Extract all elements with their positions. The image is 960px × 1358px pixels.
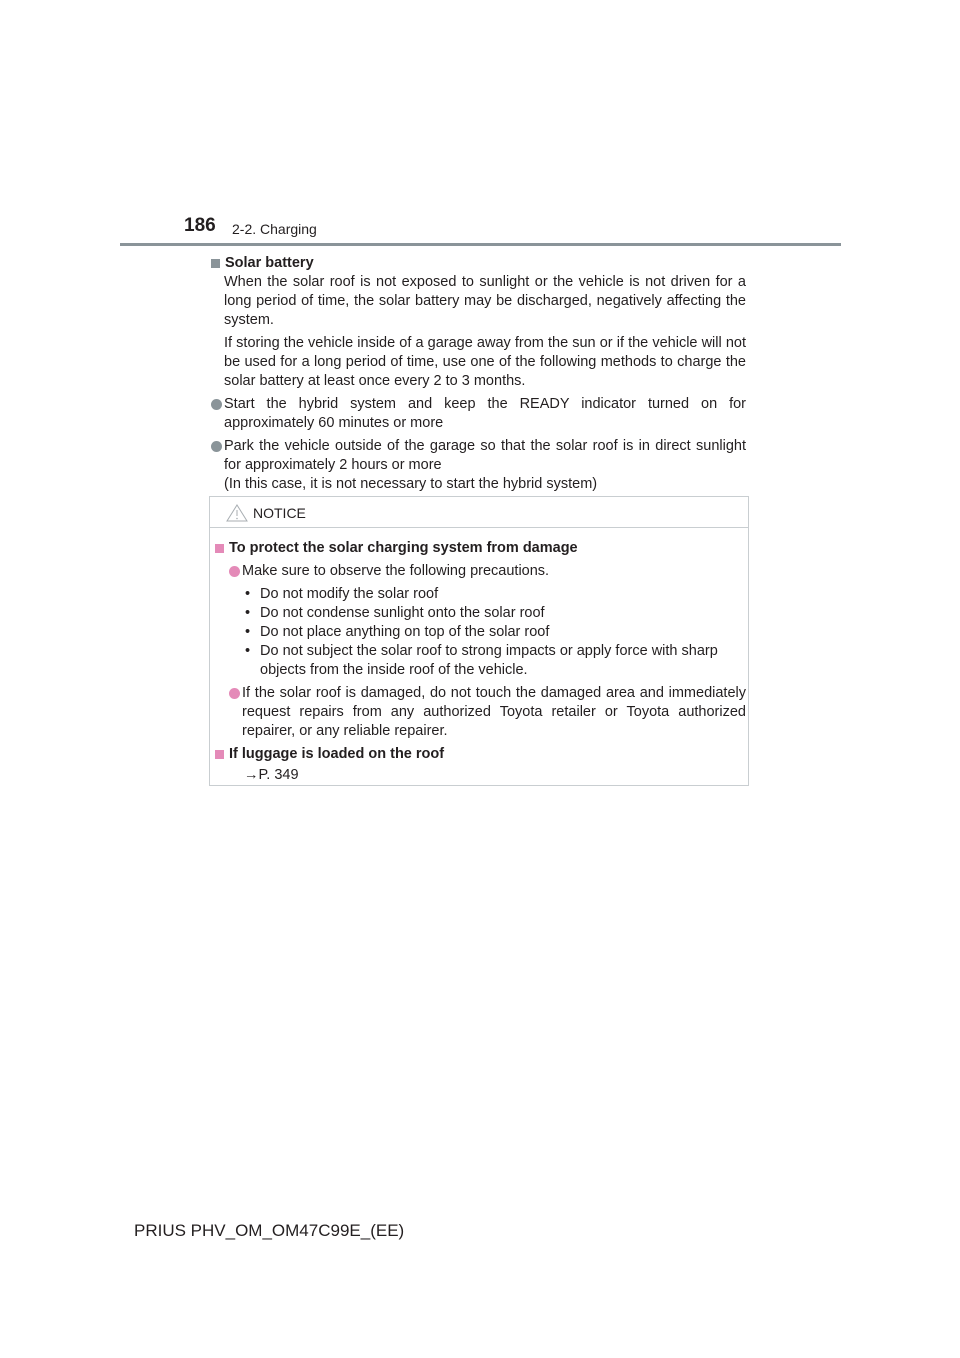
page-number: 186 bbox=[184, 215, 216, 236]
list-item-text: Start the hybrid system and keep the READY indicator turned on for approximately 60 minutes or more bbox=[224, 396, 746, 431]
list-item bbox=[210, 395, 746, 433]
page-reference-text[interactable]: P. 349 bbox=[258, 767, 299, 783]
list-item-text: Make sure to observe the following precautions. bbox=[242, 563, 550, 579]
footer-doc-id: PRIUS PHV_OM_OM47C99E_(EE) bbox=[134, 1221, 405, 1240]
page-reference[interactable] bbox=[214, 766, 746, 785]
solar-battery-heading bbox=[210, 254, 746, 273]
luggage-heading bbox=[214, 745, 746, 764]
circle-bullet-icon bbox=[211, 399, 222, 410]
precaution-item: • Do not modify the solar roof bbox=[245, 586, 439, 602]
list-item-text: If the solar roof is damaged, do not touch the damaged area and immediately request repairs from any authorized Toyota retailer or Toyota authorized repairer, or any reliable repairer. bbox=[242, 685, 746, 739]
arrow-right-icon: → bbox=[244, 767, 259, 783]
square-bullet-icon bbox=[215, 544, 224, 553]
warning-triangle-icon bbox=[226, 504, 248, 522]
precautions-list bbox=[214, 585, 746, 680]
solar-battery-section bbox=[210, 254, 746, 494]
notice-header bbox=[210, 497, 748, 528]
list-item bbox=[210, 437, 746, 494]
circle-bullet-icon bbox=[211, 441, 222, 452]
section-label: 2-2. Charging bbox=[232, 221, 317, 237]
heading-text: If luggage is loaded on the roof bbox=[229, 746, 445, 762]
circle-bullet-icon bbox=[229, 566, 240, 577]
circle-bullet-icon bbox=[229, 688, 240, 699]
precaution-item: • Do not condense sunlight onto the solar roof bbox=[245, 605, 545, 621]
notice-title: NOTICE bbox=[253, 505, 306, 521]
heading-text: Solar battery bbox=[225, 255, 314, 271]
square-bullet-icon bbox=[215, 750, 224, 759]
precaution-item: • Do not subject the solar roof to strong impacts or apply force with sharp objects from the inside roof of the vehicle. bbox=[245, 643, 718, 678]
list-item bbox=[228, 562, 746, 581]
paragraph: If storing the vehicle inside of a garage away from the sun or if the vehicle will not be used for a long period of time, use one of the following methods to charge the solar battery at least once every 2 to 3 months. bbox=[224, 335, 746, 389]
list-item-text: Park the vehicle outside of the garage so that the solar roof is in direct sunlight for approximately 2 hours or more bbox=[224, 438, 746, 473]
list-item bbox=[228, 684, 746, 741]
protect-heading bbox=[214, 539, 746, 558]
list-item-note: (In this case, it is not necessary to start the hybrid system) bbox=[224, 476, 598, 492]
heading-text: To protect the solar charging system from damage bbox=[229, 540, 578, 556]
header-rule bbox=[120, 243, 841, 246]
precaution-item: • Do not place anything on top of the solar roof bbox=[245, 624, 550, 640]
square-bullet-icon bbox=[211, 259, 220, 268]
paragraph: When the solar roof is not exposed to sunlight or the vehicle is not driven for a long period of time, the solar battery may be discharged, negatively affecting the system. bbox=[224, 274, 746, 328]
notice-box bbox=[209, 496, 749, 786]
notice-body bbox=[214, 539, 746, 785]
